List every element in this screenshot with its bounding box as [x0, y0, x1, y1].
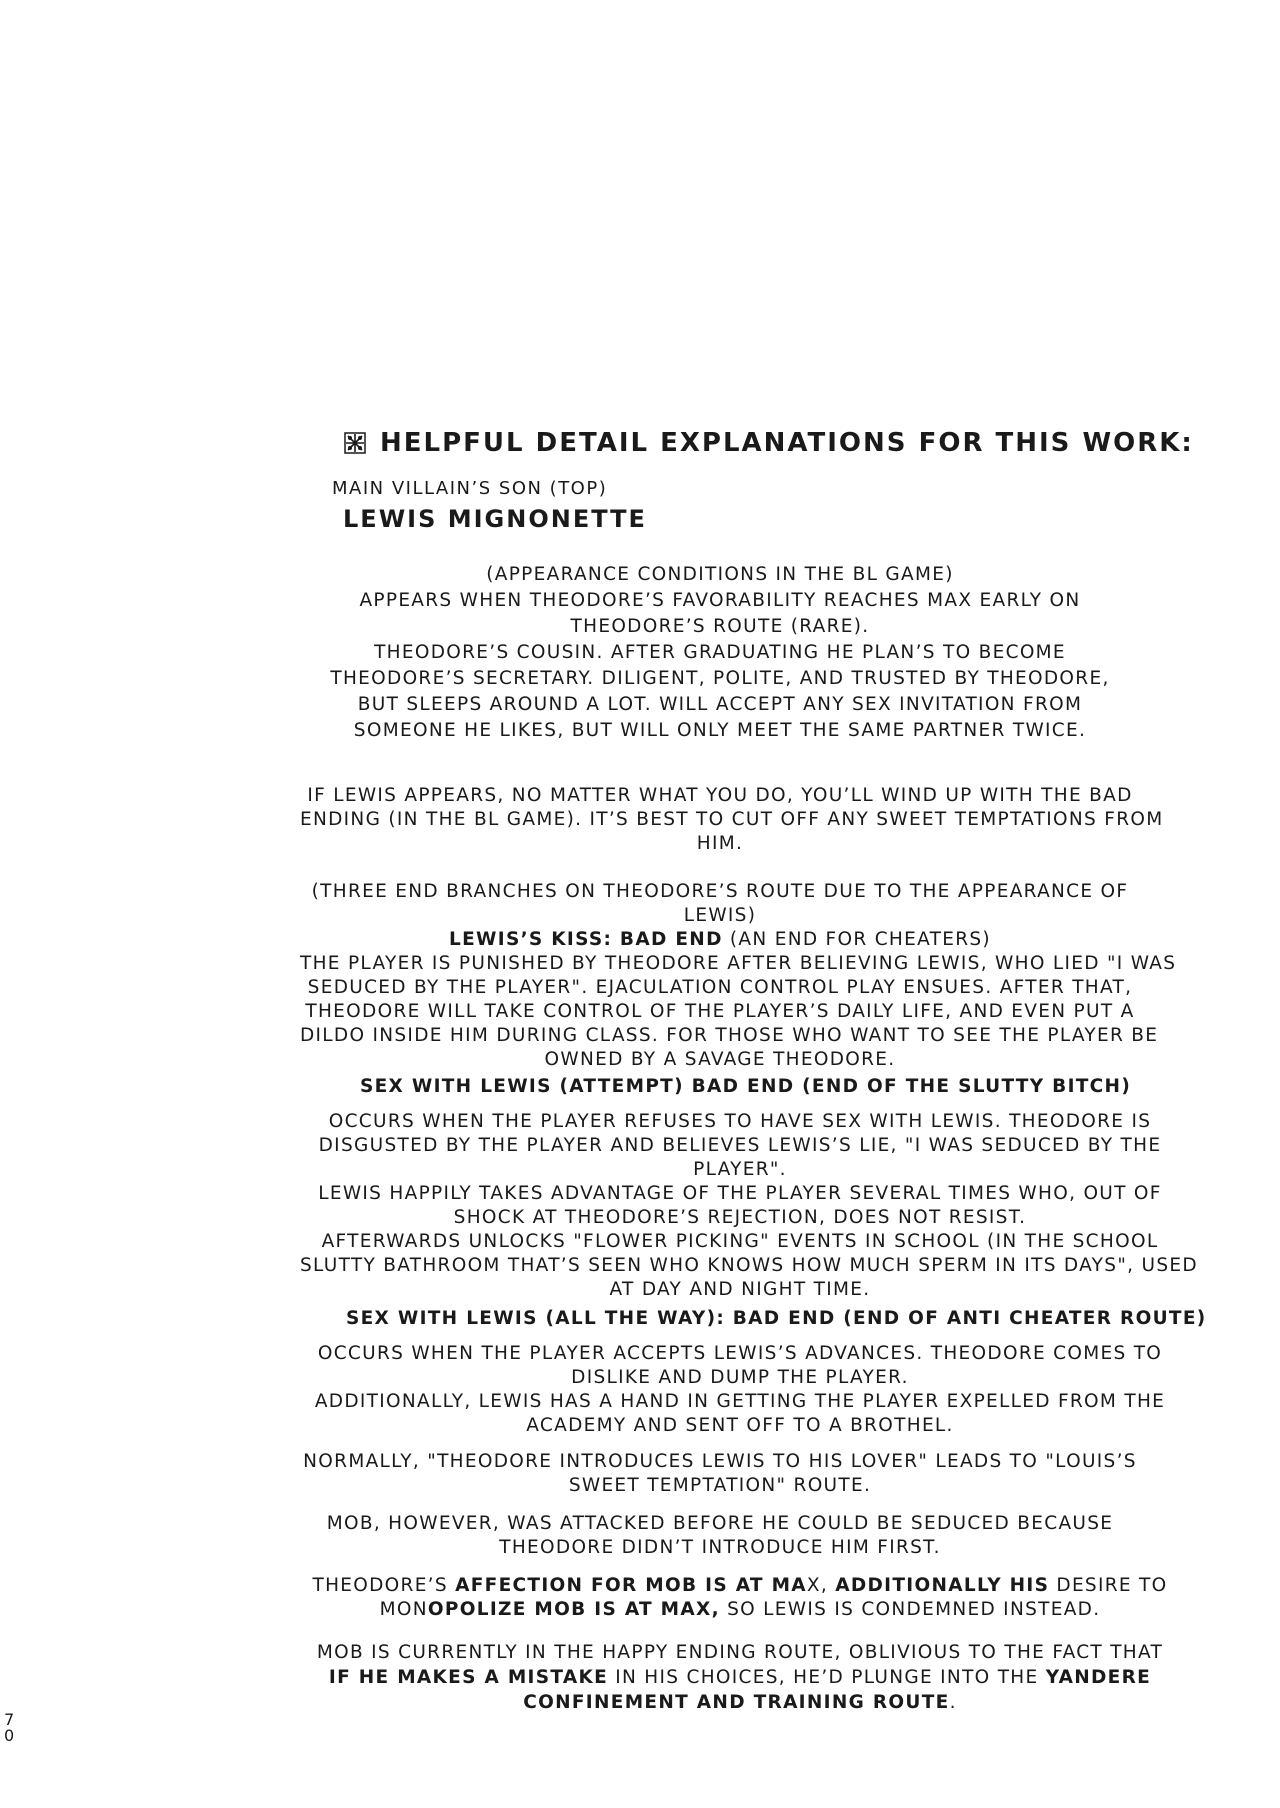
text-line: AFTERWARDS UNLOCKS "FLOWER PICKING" EVENTS IN SCHOOL (IN THE SCHOOL — [321, 1231, 1159, 1252]
all-the-way-end-paragraph — [300, 1342, 1180, 1438]
kiss-end-title-bold: LEWIS’S KISS: BAD END — [449, 929, 723, 950]
text-line: SOMEONE HE LIKES, BUT WILL ONLY MEET THE SAME PARTNER TWICE. — [353, 720, 1087, 741]
text-run-bold: YANDERE — [1045, 1667, 1152, 1688]
kiss-end-title — [300, 928, 1140, 952]
text-line: APPEARS WHEN THEODORE’S FAVORABILITY REACHES MAX EARLY ON — [359, 590, 1081, 611]
affection-line-2 — [300, 1598, 1180, 1622]
text-line: THE PLAYER IS PUNISHED BY THEODORE AFTER BELIEVING LEWIS, WHO LIED "I WAS — [300, 953, 1177, 974]
knot-ornament-icon — [344, 432, 366, 454]
text-line: ENDING (IN THE BL GAME). IT’S BEST TO CUT OFF ANY SWEET TEMPTATIONS FROM — [300, 809, 1164, 830]
kiss-end-paragraph — [300, 880, 1177, 1072]
text-run-bold: ADDITIONALLY HIS — [835, 1575, 1050, 1596]
text-line: MOB IS CURRENTLY IN THE HAPPY ENDING ROUTE, OBLIVIOUS TO THE FACT THAT — [316, 1642, 1164, 1663]
text-line: HIM. — [696, 833, 744, 854]
text-line: DISGUSTED BY THE PLAYER AND BELIEVES LEWIS’S LIE, "I WAS SEDUCED BY THE — [318, 1135, 1162, 1156]
text-line: (APPEARANCE CONDITIONS IN THE BL GAME) — [486, 564, 954, 585]
section-heading — [344, 428, 1194, 458]
text-run: DESIRE TO — [1049, 1575, 1168, 1596]
text-line: SHOCK AT THEODORE’S REJECTION, DOES NOT RESIST. — [453, 1207, 1027, 1228]
text-line: SLUTTY BATHROOM THAT’S SEEN WHO KNOWS HOW MUCH SPERM IN ITS DAYS", USED — [300, 1255, 1198, 1276]
text-line: THEODORE’S SECRETARY. DILIGENT, POLITE, AND TRUSTED BY THEODORE, — [330, 668, 1110, 689]
text-line: BUT SLEEPS AROUND A LOT. WILL ACCEPT ANY SEX INVITATION FROM — [357, 694, 1083, 715]
text-line: SWEET TEMPTATION" ROUTE. — [568, 1475, 872, 1496]
text-run: MON — [379, 1599, 428, 1620]
page-number-digit: 0 — [4, 1726, 15, 1745]
normally-paragraph — [300, 1450, 1140, 1498]
text-line: THEODORE’S COUSIN. AFTER GRADUATING HE PLAN’S TO BECOME — [374, 642, 1066, 663]
text-line: NORMALLY, "THEODORE INTRODUCES LEWIS TO HIS LOVER" LEADS TO "LOUIS’S — [303, 1451, 1137, 1472]
text-run-bold: IF HE MAKES A MISTAKE — [328, 1667, 609, 1688]
text-line: THEODORE’S ROUTE (RARE). — [570, 616, 870, 637]
heading-text: HELPFUL DETAIL EXPLANATIONS FOR THIS WORK: — [380, 428, 1194, 458]
text-line: MOB, HOWEVER, WAS ATTACKED BEFORE HE COULD BE SEDUCED BECAUSE — [326, 1513, 1114, 1534]
text-line: ACADEMY AND SENT OFF TO A BROTHEL. — [526, 1415, 954, 1436]
text-line: OCCURS WHEN THE PLAYER REFUSES TO HAVE SEX WITH LEWIS. THEODORE IS — [328, 1111, 1152, 1132]
text-line: THEODORE DIDN’T INTRODUCE HIM FIRST. — [499, 1537, 941, 1558]
character-role: MAIN VILLAIN’S SON (TOP) — [332, 478, 608, 499]
text-run-bold: AFFECTION FOR MOB IS AT MA — [455, 1575, 807, 1596]
text-run: . — [949, 1692, 957, 1713]
warning-paragraph — [300, 784, 1164, 856]
text-line: DISLIKE AND DUMP THE PLAYER. — [571, 1367, 909, 1388]
closing-paragraph — [300, 1640, 1180, 1715]
affection-line-1 — [300, 1574, 1180, 1598]
text-line: PLAYER". — [693, 1159, 787, 1180]
text-line: (THREE END BRANCHES ON THEODORE’S ROUTE DUE TO THE APPEARANCE OF — [311, 881, 1129, 902]
text-line: LEWIS) — [683, 905, 757, 926]
text-line: OWNED BY A SAVAGE THEODORE. — [544, 1049, 896, 1070]
text-run: IN HIS CHOICES, HE’D PLUNGE INTO THE — [608, 1667, 1046, 1688]
text-line: THEODORE WILL TAKE CONTROL OF THE PLAYER’S DAILY LIFE, AND EVEN PUT A — [305, 1001, 1135, 1022]
text-run: SO LEWIS IS CONDEMNED INSTEAD. — [719, 1599, 1101, 1620]
text-line: AT DAY AND NIGHT TIME. — [609, 1279, 871, 1300]
text-run: X, — [806, 1575, 836, 1596]
appearance-paragraph — [300, 562, 1140, 744]
text-run-bold: CONFINEMENT AND TRAINING ROUTE — [523, 1692, 950, 1713]
text-line: OCCURS WHEN THE PLAYER ACCEPTS LEWIS’S ADVANCES. THEODORE COMES TO — [317, 1343, 1163, 1364]
text-line: IF LEWIS APPEARS, NO MATTER WHAT YOU DO, YOU’LL WIND UP WITH THE BAD — [307, 785, 1133, 806]
character-name: LEWIS MIGNONETTE — [343, 505, 647, 533]
text-line: SEDUCED BY THE PLAYER". EJACULATION CONTROL PLAY ENSUES. AFTER THAT, — [307, 977, 1133, 998]
page-number — [4, 1712, 14, 1744]
text-line: DILDO INSIDE HIM DURING CLASS. FOR THOSE WHO WANT TO SEE THE PLAYER BE — [300, 1025, 1159, 1046]
all-the-way-end-title: SEX WITH LEWIS (ALL THE WAY): BAD END (END OF ANTI CHEATER ROUTE) — [346, 1308, 1207, 1329]
text-line: LEWIS HAPPILY TAKES ADVANTAGE OF THE PLAYER SEVERAL TIMES WHO, OUT OF — [318, 1183, 1162, 1204]
affection-paragraph — [300, 1574, 1180, 1622]
closing-line-2 — [300, 1665, 1180, 1690]
closing-line-3 — [300, 1690, 1180, 1715]
text-line: ADDITIONALLY, LEWIS HAS A HAND IN GETTING THE PLAYER EXPELLED FROM THE — [314, 1391, 1166, 1412]
page-number-digit: 7 — [4, 1710, 15, 1729]
text-run: THEODORE’S — [312, 1575, 456, 1596]
mob-attacked-paragraph — [300, 1512, 1140, 1560]
attempt-end-title: SEX WITH LEWIS (ATTEMPT) BAD END (END OF THE SLUTTY BITCH) — [360, 1076, 1132, 1097]
kiss-end-title-rest: (AN END FOR CHEATERS) — [722, 929, 991, 950]
attempt-end-paragraph — [300, 1110, 1198, 1302]
text-run-bold: OPOLIZE MOB IS AT MAX, — [427, 1599, 720, 1620]
